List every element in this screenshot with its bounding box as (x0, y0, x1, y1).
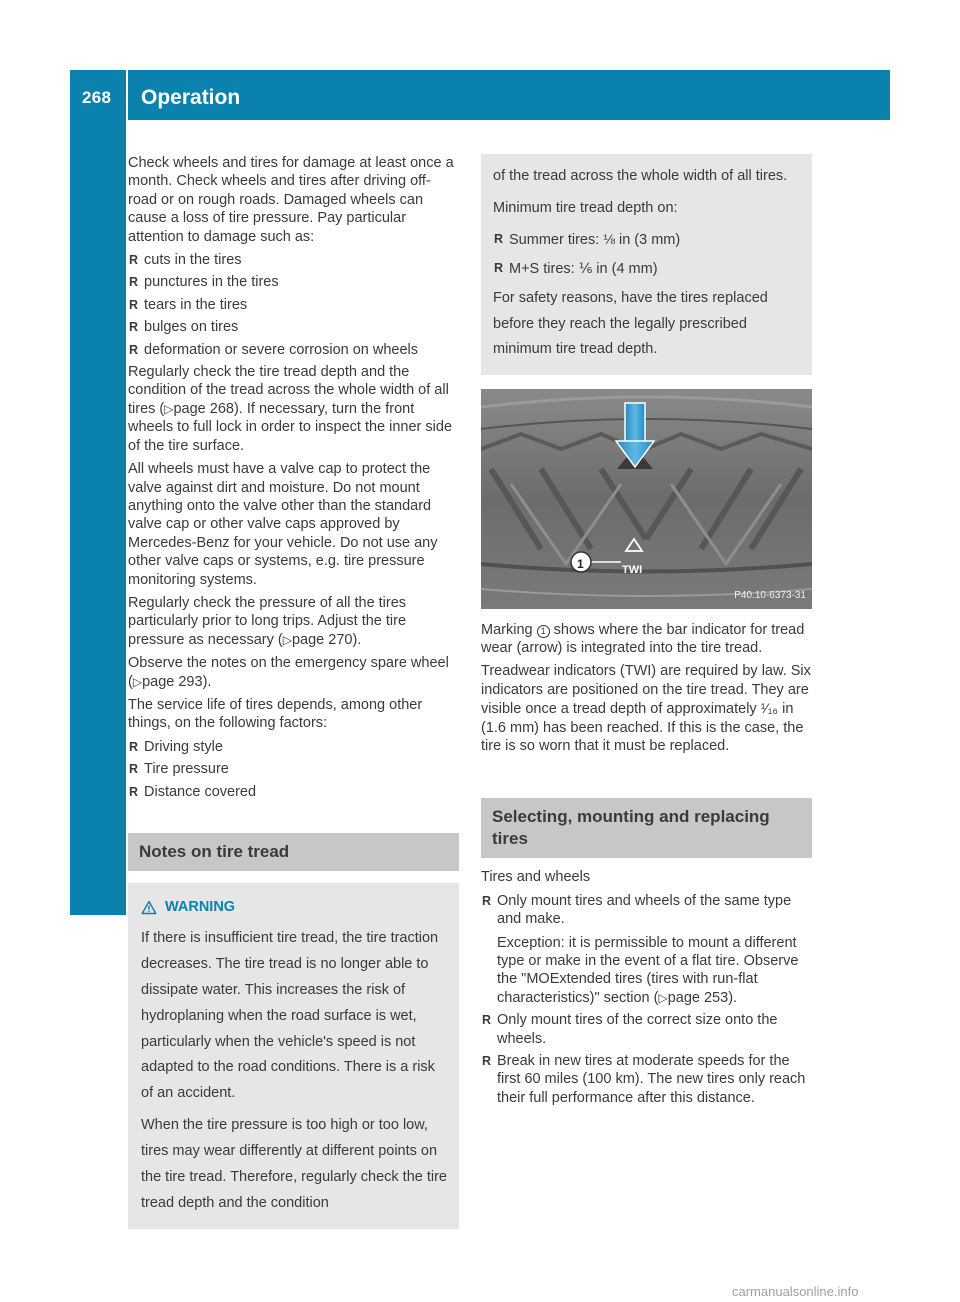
page-ref-link[interactable]: page 293 (142, 673, 203, 690)
list-item: R Summer tires: ⅛ in (3 mm) (493, 227, 800, 254)
tire-tread-figure (481, 389, 812, 609)
warning-paragraph: If there is insufficient tire tread, the tire traction decreases. The tire tread is no longer able to dissipate water. This increases the risk of hydroplaning when the road surface is wet, particularly when the vehicle's speed is not adapted to the road conditions. There is a risk of an accident. (141, 929, 439, 1102)
bullet-icon: R (482, 1054, 492, 1068)
box-continuation: of the tread across the whole width of all tires. (493, 168, 788, 184)
twi-paragraph: Treadwear indicators (TWI) are required by law. Six indicators are positioned on the tire tread. They are visible once a tread depth of approximately ¹⁄₁₆ in (1.6 mm) has been reached. If this is the case, the tire is so worn that it must be replaced. (481, 663, 811, 754)
page-number: 268 (82, 88, 112, 107)
bullet-icon: R (129, 253, 139, 268)
list-item: R deformation or severe corrosion on wheels (129, 341, 419, 358)
mounting-rules-list (481, 892, 812, 1107)
tread-depth-box (481, 154, 812, 375)
list-item: R Only mount tires and wheels of the same type and make. Exception: it is permissible to mount a different type or make in the event of a flat tire. Observe the "MOExtended tires (tires with run-flat characteristics)" section (▷page 253). (481, 892, 812, 1007)
section-title: Operation (141, 86, 241, 109)
bullet-icon: R (129, 275, 139, 290)
page-ref-arrow-icon: ▷ (132, 674, 143, 689)
marking-paragraph: Marking 1 shows where the bar indicator for tread wear (arrow) is integrated into the tire tread. (481, 621, 805, 656)
warning-triangle-icon (141, 900, 157, 915)
list-item: R Tire pressure (129, 761, 229, 778)
chapter-side-label: Wheels and tires (84, 693, 109, 868)
list-item: R M+S tires: ⅙ in (4 mm) (493, 256, 800, 283)
bullet-icon: R (482, 893, 492, 908)
notes-tire-tread-heading: Notes on tire tread (128, 833, 459, 871)
page-ref-link[interactable]: page 253 (667, 989, 729, 1006)
bullet-icon: R (129, 762, 139, 777)
right-column (481, 154, 812, 1111)
list-item: R punctures in the tires (129, 274, 279, 291)
warning-title: WARNING (141, 895, 447, 921)
twi-label: TWI (622, 563, 643, 576)
bullet-icon: R (129, 784, 139, 799)
page-ref-arrow-icon: ▷ (164, 401, 174, 416)
safety-paragraph: For safety reasons, have the tires replaced before they reach the legally prescribed minimum tire tread depth. (493, 290, 768, 357)
callout-1-label: 1 (577, 556, 584, 571)
warning-paragraph: When the tire pressure is too high or too low, tires may wear differently at different points on the tire tread. Therefore, regularly check the tire tread depth and the condition (141, 1117, 447, 1211)
warning-box (128, 883, 459, 1229)
list-item: R cuts in the tires (129, 252, 242, 269)
bullet-icon: R (482, 1013, 492, 1028)
page-ref-link[interactable]: page 270 (291, 631, 353, 648)
valve-cap-paragraph: All wheels must have a valve cap to protect the valve against dirt and moisture. Do not mount anything onto the valve other than the standard valve cap or other valve caps approved by Mercedes-Benz for your vehicle. Do not use any other valve caps or systems, e.g. tire pressure monitoring systems. (128, 461, 438, 588)
damage-list (128, 251, 459, 359)
spare-wheel-paragraph: Observe the notes on the emergency spare wheel (▷page 293). (128, 655, 449, 690)
list-item: R Driving style (129, 738, 223, 755)
page-ref-arrow-icon: ▷ (282, 632, 292, 647)
tread-check-paragraph: Regularly check the tire tread depth and the condition of the tread across the whole width of all tires (▷page 268). If necessary, turn the front wheels to full lock in order to inspect the inner side of the tire surface. (128, 364, 453, 454)
bullet-icon: R (494, 260, 504, 275)
service-life-paragraph: The service life of tires depends, among other things, on the following factors: (128, 696, 423, 732)
bullet-icon: R (129, 297, 139, 312)
factors-list (128, 738, 459, 801)
bullet-icon: R (129, 739, 139, 754)
page-ref-link[interactable]: page 268 (173, 400, 234, 417)
list-item: R tears in the tires (129, 296, 248, 313)
page-ref-arrow-icon: ▷ (658, 990, 668, 1005)
bullet-icon: R (494, 232, 504, 246)
tires-wheels-label: Tires and wheels (481, 869, 591, 886)
list-item: R Break in new tires at moderate speeds for the first 60 miles (100 km). The new tires only reach their full performance after this distance. (482, 1053, 806, 1106)
tire-tread-illustration (481, 389, 812, 609)
list-item: R Only mount tires of the correct size onto the wheels. (482, 1012, 778, 1047)
list-item: R bulges on tires (129, 319, 239, 336)
list-item: R Distance covered (129, 783, 257, 800)
bullet-icon: R (129, 320, 139, 335)
figure-code: P40.10-6373-31 (734, 590, 806, 602)
bullet-icon: R (129, 342, 139, 357)
callout-1-icon: 1 (537, 625, 550, 638)
intro-paragraph: Check wheels and tires for damage at least once a month. Check wheels and tires after driving off-road or on rough roads. Damaged wheels can cause a loss of tire pressure. Pay particular attention to damage such as: (128, 155, 454, 245)
min-depth-list (493, 227, 800, 282)
pressure-paragraph: Regularly check the pressure of all the tires particularly prior to long trips. Adjust the tire pressure as necessary (▷page 270). (128, 594, 407, 648)
exception-paragraph: Exception: it is permissible to mount a different type or make in the event of a flat tire. Observe the "MOExtended tires (tires with run-flat characteristics)" section (▷page 253). (497, 934, 799, 1006)
header-separator (126, 70, 128, 120)
selecting-tires-heading: Selecting, mounting and replacing tires (481, 798, 812, 858)
watermark-text: carmanualsonline.info (732, 1284, 859, 1299)
left-column (128, 154, 459, 1229)
min-depth-label: Minimum tire tread depth on: (493, 199, 678, 216)
